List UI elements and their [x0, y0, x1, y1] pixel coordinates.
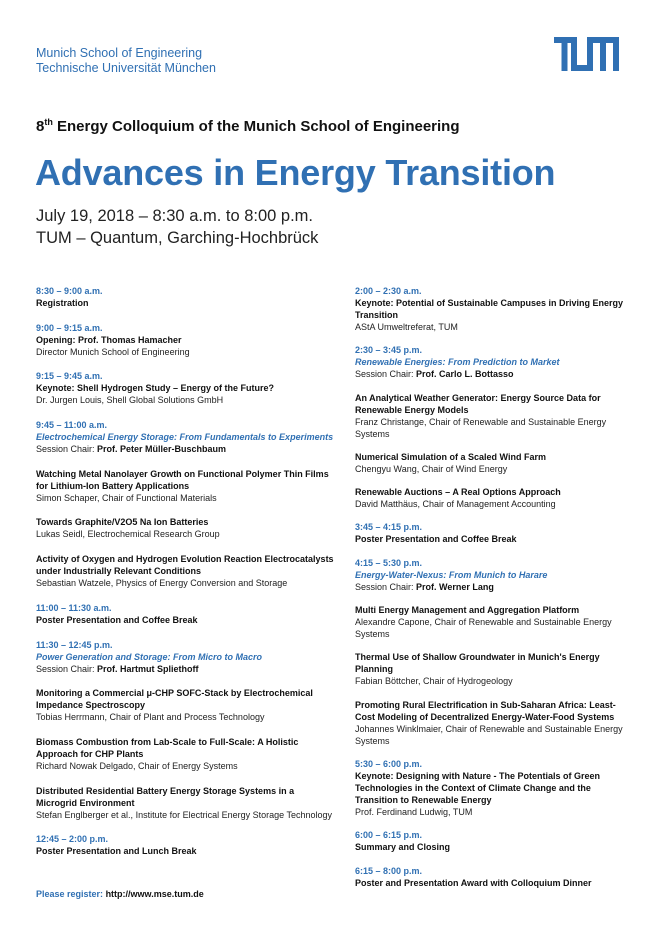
program-item: [36, 370, 336, 406]
item-speaker: Fabian Böttcher, Chair of Hydrogeology: [355, 676, 513, 687]
item-title: Biomass Combustion from Lab-Scale to Full-Scale: A Holistic Approach for CHP Plants: [36, 736, 299, 759]
item-time: 8:30 – 9:00 a.m.: [36, 286, 103, 296]
program-item: [36, 419, 336, 455]
page-title: Advances in Energy Transition: [35, 152, 556, 193]
program-item: [36, 785, 336, 821]
item-time: 9:00 – 9:15 a.m.: [36, 322, 103, 333]
program-item: [36, 833, 336, 857]
item-title: Watching Metal Nanolayer Growth on Functional Polymer Thin Films for Lithium-Ion Battery Applications: [36, 468, 329, 491]
program-item: [36, 736, 336, 772]
item-speaker: Director Munich School of Engineering: [36, 346, 190, 357]
university-name: Technische Universität München: [36, 61, 216, 75]
school-name: Munich School of Engineering: [36, 46, 203, 60]
program-item: [355, 486, 635, 510]
event-venue: TUM – Quantum, Garching-Hochbrück: [36, 229, 319, 247]
session-chair-label: Session Chair:: [355, 581, 417, 592]
session-title: Electrochemical Energy Storage: From Fundamentals to Experiments: [36, 432, 334, 443]
registration-line: [36, 889, 204, 899]
program-item: [36, 516, 336, 540]
colloquium-ordinal: th: [44, 117, 53, 127]
program-item: [355, 285, 635, 333]
program-item: [36, 687, 336, 723]
item-time: 5:30 – 6:00 p.m.: [355, 758, 423, 769]
item-title: Promoting Rural Electrification in Sub-Saharan Africa: Least-Cost Modeling of Decentralized Energy-Water-Food Systems: [355, 699, 616, 722]
program-item: [355, 865, 635, 889]
event-details: [36, 205, 318, 249]
item-time: 11:30 – 12:45 p.m.: [36, 639, 113, 650]
item-title: Keynote: Shell Hydrogen Study – Energy of the Future?: [36, 383, 275, 394]
item-speaker: Johannes Winklmaier, Chair of Renewable and Sustainable Energy Systems: [355, 723, 623, 746]
program-item: [36, 602, 336, 626]
session-chair-name: Prof. Hartmut Spliethoff: [97, 663, 199, 674]
program-item: [36, 285, 336, 309]
event-date: July 19, 2018 – 8:30 a.m. to 8:00 p.m.: [36, 207, 314, 225]
item-speaker: AStA Umweltreferat, TUM: [355, 322, 458, 332]
item-title: Towards Graphite/V2O5 Na Ion Batteries: [36, 517, 209, 528]
session-chair-label: Session Chair:: [36, 444, 98, 455]
tum-logo-graphic: [554, 37, 619, 71]
item-speaker: Chengyu Wang, Chair of Wind Energy: [355, 463, 508, 474]
register-label: Please register:: [36, 889, 104, 899]
program-item: [355, 758, 635, 818]
program-item: [355, 699, 635, 747]
item-speaker: Tobias Herrmann, Chair of Plant and Process Technology: [36, 712, 265, 723]
program-item: [36, 553, 336, 589]
item-time: 6:00 – 6:15 p.m.: [355, 830, 423, 841]
item-title: Summary and Closing: [355, 842, 451, 853]
item-time: 9:15 – 9:45 a.m.: [36, 371, 103, 382]
item-title: Opening: Prof. Thomas Hamacher: [36, 334, 182, 345]
program-item: [355, 829, 635, 853]
program-item: [355, 392, 635, 440]
item-title: Numerical Simulation of a Scaled Wind Farm: [355, 451, 546, 462]
program-item: [36, 322, 336, 358]
item-title: Poster and Presentation Award with Colloquium Dinner: [355, 877, 592, 888]
session-chair-name: Prof. Carlo L. Bottasso: [416, 369, 514, 380]
colloquium-number: 8: [36, 118, 45, 135]
program-item: [355, 604, 635, 640]
item-speaker: Franz Christange, Chair of Renewable and Sustainable Energy Systems: [355, 416, 607, 439]
program-item: [355, 521, 635, 545]
item-title: Poster Presentation and Coffee Break: [355, 534, 517, 545]
item-time: 9:45 – 11:00 a.m.: [36, 420, 108, 431]
item-title: Poster Presentation and Coffee Break: [36, 614, 198, 625]
item-title: Keynote: Potential of Sustainable Campuses in Driving Energy Transition: [355, 298, 624, 320]
item-speaker: Sebastian Watzele, Physics of Energy Conversion and Storage: [36, 578, 288, 589]
item-title: Activity of Oxygen and Hydrogen Evolution Reaction Electrocatalysts under Industrially Relevant Conditions: [36, 554, 334, 577]
session-chair-name: Prof. Werner Lang: [416, 581, 494, 592]
program-right-column: [355, 285, 635, 900]
program-item: [36, 639, 336, 675]
item-time: 2:30 – 3:45 p.m.: [355, 345, 423, 356]
session-title: Power Generation and Storage: From Micro to Macro: [36, 651, 263, 662]
item-speaker: Simon Schaper, Chair of Functional Materials: [36, 492, 217, 503]
session-chair: [36, 663, 336, 675]
item-speaker: Prof. Ferdinand Ludwig, TUM: [355, 806, 473, 817]
item-time: 2:00 – 2:30 a.m.: [355, 286, 422, 296]
item-title: Registration: [36, 298, 89, 308]
item-speaker: Richard Nowak Delgado, Chair of Energy Systems: [36, 760, 238, 771]
item-time: 3:45 – 4:15 p.m.: [355, 522, 423, 533]
register-link[interactable]: http://www.mse.tum.de: [105, 889, 204, 899]
item-speaker: Dr. Jurgen Louis, Shell Global Solutions GmbH: [36, 395, 224, 406]
item-title: Poster Presentation and Lunch Break: [36, 846, 197, 857]
program-left-column: [36, 285, 336, 870]
item-title: Keynote: Designing with Nature - The Potentials of Green Technologies in the Context of Climate Change and the Transition to Renewable Energy: [355, 770, 601, 805]
session-title: Energy-Water-Nexus: From Munich to Harare: [355, 569, 548, 580]
item-speaker: Alexandre Capone, Chair of Renewable and Sustainable Energy Systems: [355, 617, 612, 640]
session-chair: [355, 368, 635, 380]
item-title: An Analytical Weather Generator: Energy Source Data for Renewable Energy Models: [355, 392, 601, 415]
program-item: [355, 557, 635, 593]
program-item: [36, 468, 336, 504]
program-item: [355, 651, 635, 687]
item-time: 6:15 – 8:00 p.m.: [355, 865, 423, 876]
session-chair-name: Prof. Peter Müller-Buschbaum: [97, 444, 227, 455]
session-chair-label: Session Chair:: [36, 663, 98, 674]
item-speaker: Lukas Seidl, Electrochemical Research Group: [36, 529, 220, 540]
item-time: 12:45 – 2:00 p.m.: [36, 834, 109, 845]
colloquium-text: Energy Colloquium of the Munich School of Engineering: [52, 118, 460, 135]
header-institution: [36, 46, 216, 76]
item-speaker: Stefan Englberger et al., Institute for Electrical Energy Storage Technology: [36, 809, 333, 820]
item-speaker: David Matthäus, Chair of Management Accounting: [355, 499, 556, 510]
item-title: Renewable Auctions – A Real Options Approach: [355, 487, 561, 498]
session-chair: [36, 443, 336, 455]
item-title: Distributed Residential Battery Energy Storage Systems in a Microgrid Environment: [36, 785, 295, 808]
colloquium-heading: [36, 118, 460, 135]
tum-logo: [554, 37, 619, 76]
item-title: Thermal Use of Shallow Groundwater in Munich's Energy Planning: [355, 652, 600, 675]
session-title: Renewable Energies: From Prediction to Market: [355, 357, 560, 368]
program-item: [355, 451, 635, 475]
session-chair: [355, 581, 635, 593]
session-chair-label: Session Chair:: [355, 369, 417, 380]
program-item: [355, 344, 635, 380]
item-time: 11:00 – 11:30 a.m.: [36, 602, 112, 613]
item-title: Monitoring a Commercial μ-CHP SOFC-Stack by Electrochemical Impedance Spectroscopy: [36, 688, 313, 711]
item-time: 4:15 – 5:30 p.m.: [355, 557, 423, 568]
item-title: Multi Energy Management and Aggregation Platform: [355, 605, 580, 616]
